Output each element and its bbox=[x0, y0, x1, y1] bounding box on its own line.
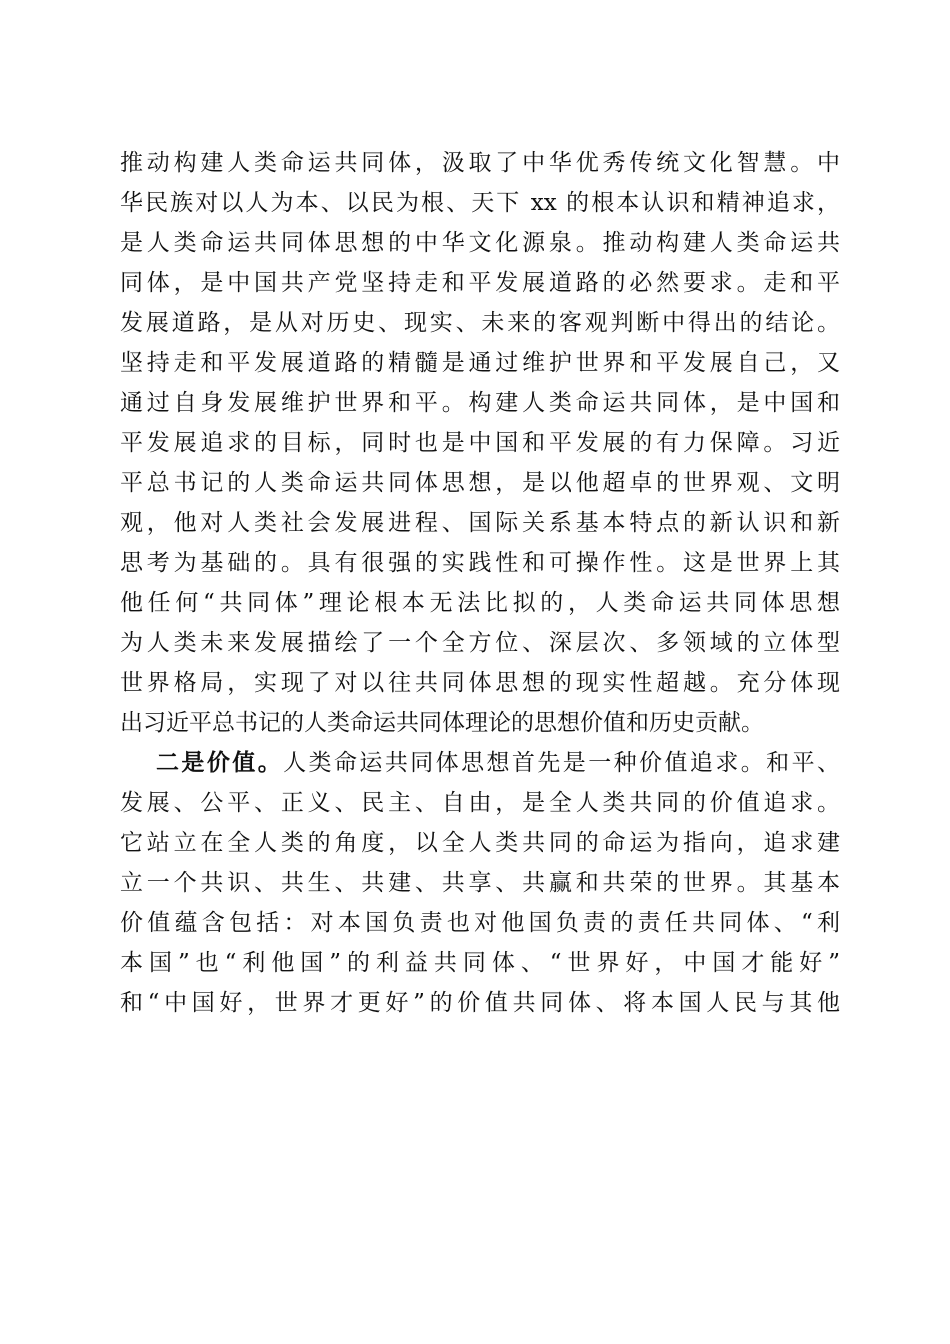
paragraph-2 bbox=[120, 743, 840, 1023]
paragraph-line: 和“中国好，世界才更好”的价值共同体、将本国人民与其他 bbox=[120, 990, 840, 1016]
paragraph-line: 他任何“共同体”理论根本无法比拟的，人类命运共同体思想 bbox=[120, 590, 840, 616]
paragraph-line: 平发展追求的目标，同时也是中国和平发展的有力保障。习近 bbox=[120, 430, 840, 456]
paragraph-first-line bbox=[120, 743, 840, 783]
paragraph-line: 通过自身发展维护世界和平。构建人类命运共同体，是中国和 bbox=[120, 390, 840, 416]
paragraph-line: 为人类未来发展描绘了一个全方位、深层次、多领域的立体型 bbox=[120, 630, 840, 656]
paragraph-1 bbox=[120, 143, 840, 743]
paragraph-line: 观，他对人类社会发展进程、国际关系基本特点的新认识和新 bbox=[120, 510, 840, 536]
first-line-text: 人类命运共同体思想首先是一种价值追求。和平、 bbox=[283, 750, 841, 776]
paragraph-line: 坚持走和平发展道路的精髓是通过维护世界和平发展自己，又 bbox=[120, 350, 840, 376]
paragraph-line: 价值蕴含包括：对本国负责也对他国负责的责任共同体、“利 bbox=[120, 910, 840, 936]
body-text bbox=[120, 143, 840, 1023]
section-lead: 二是价值。 bbox=[156, 749, 284, 776]
paragraph-line: 平总书记的人类命运共同体思想，是以他超卓的世界观、文明 bbox=[120, 470, 840, 496]
paragraph-line: 同体，是中国共产党坚持走和平发展道路的必然要求。走和平 bbox=[120, 270, 840, 296]
paragraph-line: 推动构建人类命运共同体，汲取了中华优秀传统文化智慧。中 bbox=[120, 150, 840, 176]
paragraph-line: 华民族对以人为本、以民为根、天下 xx 的根本认识和精神追求， bbox=[120, 190, 840, 216]
paragraph-line: 立一个共识、共生、共建、共享、共赢和共荣的世界。其基本 bbox=[120, 870, 840, 896]
paragraph-line: 发展道路，是从对历史、现实、未来的客观判断中得出的结论。 bbox=[120, 310, 840, 336]
paragraph-line: 世界格局，实现了对以往共同体思想的现实性超越。充分体现 bbox=[120, 670, 840, 696]
paragraph-line: 思考为基础的。具有很强的实践性和可操作性。这是世界上其 bbox=[120, 550, 840, 576]
paragraph-line: 出习近平总书记的人类命运共同体理论的思想价值和历史贡献。 bbox=[120, 710, 764, 736]
paragraph-line: 是人类命运共同体思想的中华文化源泉。推动构建人类命运共 bbox=[120, 230, 840, 256]
paragraph-line: 它站立在全人类的角度，以全人类共同的命运为指向，追求建 bbox=[120, 830, 840, 856]
paragraph-line: 本国”也“利他国”的利益共同体、“世界好，中国才能好” bbox=[120, 950, 840, 976]
paragraph-line: 发展、公平、正义、民主、自由，是全人类共同的价值追求。 bbox=[120, 790, 840, 816]
